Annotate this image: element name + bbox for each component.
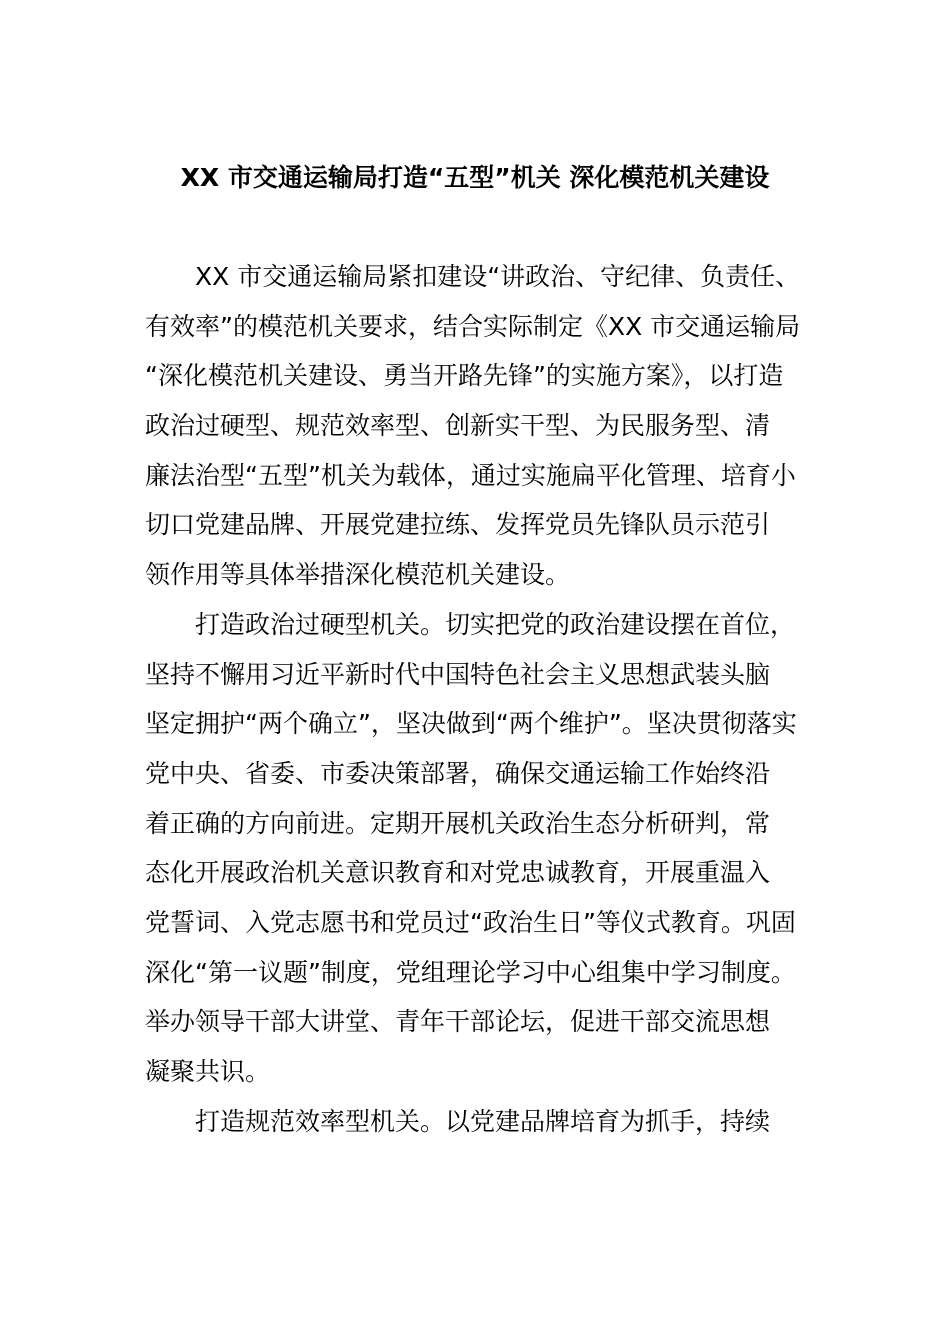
paragraph-2-line-1: 打造政治过硬型机关。切实把党的政治建设摆在首位， bbox=[195, 609, 796, 639]
paragraph-2-line-6: 态化开展政治机关意识教育和对党忠诚教育，开展重温入 bbox=[145, 858, 771, 888]
paragraph-1-line-7: 领作用等具体举措深化模范机关建设。 bbox=[145, 560, 571, 590]
paragraph-1-line-5: 廉法治型“五型”机关为载体，通过实施扁平化管理、培育小 bbox=[145, 460, 796, 490]
paragraph-1-line-1: XX 市交通运输局紧扣建设“讲政治、守纪律、负责任、 bbox=[195, 262, 801, 291]
paragraph-1-line-4: 政治过硬型、规范效率型、创新实干型、为民服务型、清 bbox=[145, 411, 771, 441]
paragraph-2-line-5: 着正确的方向前进。定期开展机关政治生态分析研判，常 bbox=[145, 808, 771, 838]
paragraph-2-line-9: 举办领导干部大讲堂、青年干部论坛，促进干部交流思想 bbox=[145, 1007, 771, 1037]
paragraph-2-line-3: 坚定拥护“两个确立”，坚决做到“两个维护”。坚决贯彻落实 bbox=[145, 709, 797, 739]
document-body bbox=[145, 252, 845, 1146]
paragraph-1-line-3: “深化模范机关建设、勇当开路先锋”的实施方案》，以打造 bbox=[145, 361, 784, 391]
paragraph-1-line-6: 切口党建品牌、开展党建拉练、发挥党员先锋队员示范引 bbox=[145, 510, 771, 540]
paragraph-2-line-8: 深化“第一议题”制度，党组理论学习中心组集中学习制度。 bbox=[145, 957, 796, 987]
paragraph-1-line-2: 有效率”的模范机关要求，结合实际制定《XX 市交通运输局 bbox=[145, 311, 801, 341]
document-title: XX 市交通运输局打造“五型”机关 深化模范机关建设 bbox=[180, 163, 770, 192]
paragraph-2-line-4: 党中央、省委、市委决策部署，确保交通运输工作始终沿 bbox=[145, 758, 771, 788]
paragraph-2-line-10: 凝聚共识。 bbox=[145, 1057, 271, 1086]
paragraph-2-line-2: 坚持不懈用习近平新时代中国特色社会主义思想武装头脑 bbox=[145, 659, 771, 689]
paragraph-3-line-1: 打造规范效率型机关。以党建品牌培育为抓手，持续 bbox=[195, 1106, 771, 1136]
paragraph-2-line-7: 党誓词、入党志愿书和党员过“政治生日”等仪式教育。巩固 bbox=[145, 907, 796, 937]
